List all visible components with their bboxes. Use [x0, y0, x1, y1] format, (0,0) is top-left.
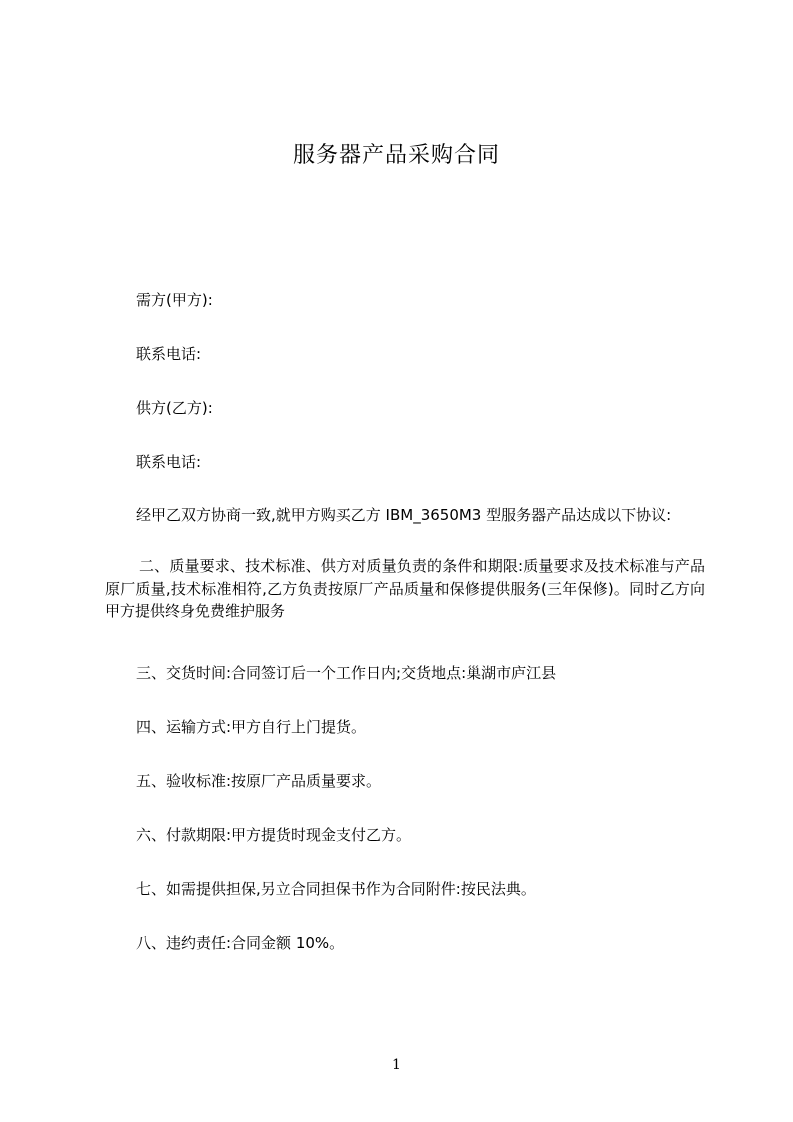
clause-quality: 二、质量要求、技术标准、供方对质量负责的条件和期限:质量要求及技术标准与产品原厂质量,技术标准相符,乙方负责按原厂产品质量和保修提供服务(三年保修)。同时乙方向甲方提供终身免费维护服务: [105, 557, 705, 620]
document-title: 服务器产品采购合同: [292, 143, 500, 168]
intro-paragraph: 经甲乙双方协商一致,就甲方购买乙方 IBM_3650M3 型服务器产品达成以下协议:: [136, 506, 672, 524]
page-number: 1: [392, 1057, 401, 1073]
clause-payment: 六、付款期限:甲方提货时现金支付乙方。: [136, 826, 412, 844]
supplier-label: 供方(乙方):: [136, 399, 213, 417]
clause-transport: 四、运输方式:甲方自行上门提货。: [136, 718, 367, 736]
buyer-phone-label: 联系电话:: [136, 345, 202, 363]
supplier-phone-label: 联系电话:: [136, 453, 202, 471]
buyer-label: 需方(甲方):: [136, 291, 213, 309]
clause-delivery: 三、交货时间:合同签订后一个工作日内;交货地点:巢湖市庐江县: [136, 664, 557, 682]
clause-guarantee: 七、如需提供担保,另立合同担保书作为合同附件:按民法典。: [136, 880, 536, 898]
clause-acceptance: 五、验收标准:按原厂产品质量要求。: [136, 772, 382, 790]
clause-liability: 八、违约责任:合同金额 10%。: [136, 934, 345, 952]
